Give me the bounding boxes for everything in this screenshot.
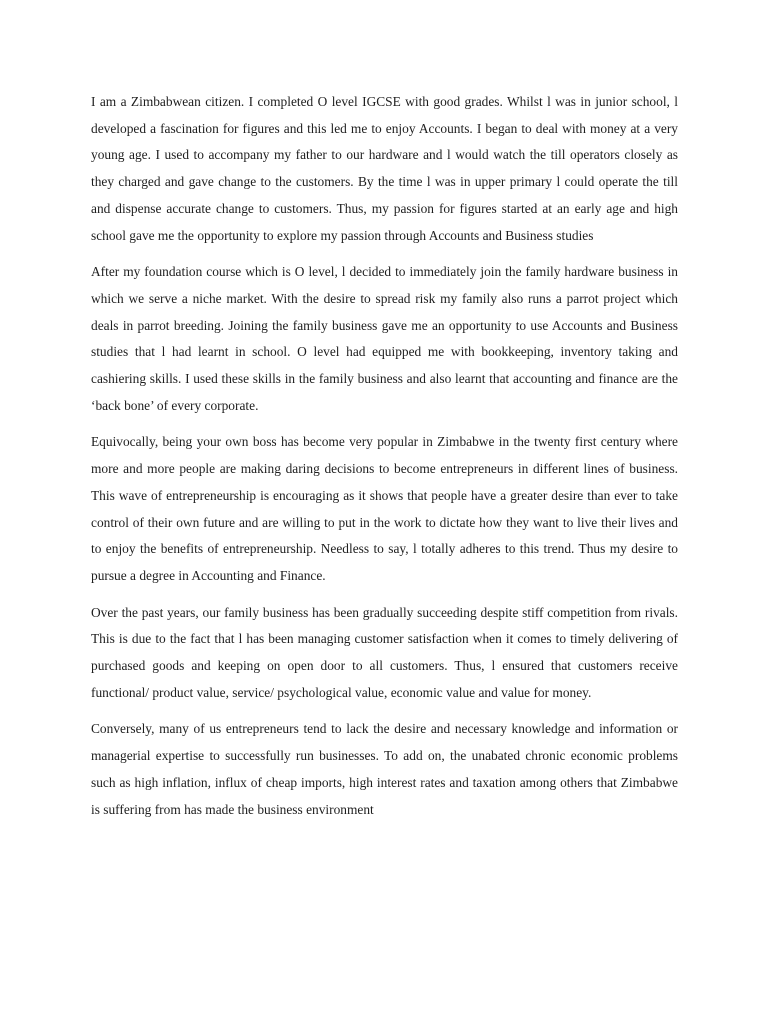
- document-body: [91, 89, 678, 833]
- paragraph-5: Conversely, many of us entrepreneurs tend to lack the desire and necessary knowledge and information or managerial expertise to successfully run businesses. To add on, the unabated chronic economic problems such as high inflation, influx of cheap imports, high interest rates and taxation among others that Zimbabwe is suffering from has made the business environment: [91, 721, 678, 817]
- paragraph-4: Over the past years, our family business has been gradually succeeding despite stiff competition from rivals. This is due to the fact that l has been managing customer satisfaction when it comes to timely delivering of purchased goods and keeping on open door to all customers. Thus, l ensured that customers receive functional/ product value, service/ psychological value, economic value and value for money.: [91, 604, 678, 700]
- paragraph-2: After my foundation course which is O level, l decided to immediately join the family hardware business in which we serve a niche market. With the desire to spread risk my family also runs a parrot project which deals in parrot breeding. Joining the family business gave me an opportunity to use Accounts and Business studies that l had learnt in school. O level had equipped me with bookkeeping, inventory taking and cashiering skills. I used these skills in the family business and also learnt that accounting and finance are the ‘back bone’ of every corporate.: [91, 264, 678, 413]
- paragraph-3: Equivocally, being your own boss has become very popular in Zimbabwe in the twenty first century where more and more people are making daring decisions to become entrepreneurs in different lines of business. This wave of entrepreneurship is encouraging as it shows that people have a greater desire than ever to take control of their own future and are willing to put in the work to dictate how they want to live their lives and to enjoy the benefits of entrepreneurship. Needless to say, l totally adheres to this trend. Thus my desire to pursue a degree in Accounting and Finance.: [91, 434, 678, 583]
- bottom-fade-overlay: [0, 914, 768, 1024]
- paragraph-1: I am a Zimbabwean citizen. I completed O level IGCSE with good grades. Whilst l was in junior school, l developed a fascination for figures and this led me to enjoy Accounts. I began to deal with money at a very young age. I used to accompany my father to our hardware and l would watch the till operators closely as they charged and gave change to the customers. By the time l was in upper primary l could operate the till and dispense accurate change to customers. Thus, my passion for figures started at an early age and high school gave me the opportunity to explore my passion through Accounts and Business studies: [91, 94, 678, 243]
